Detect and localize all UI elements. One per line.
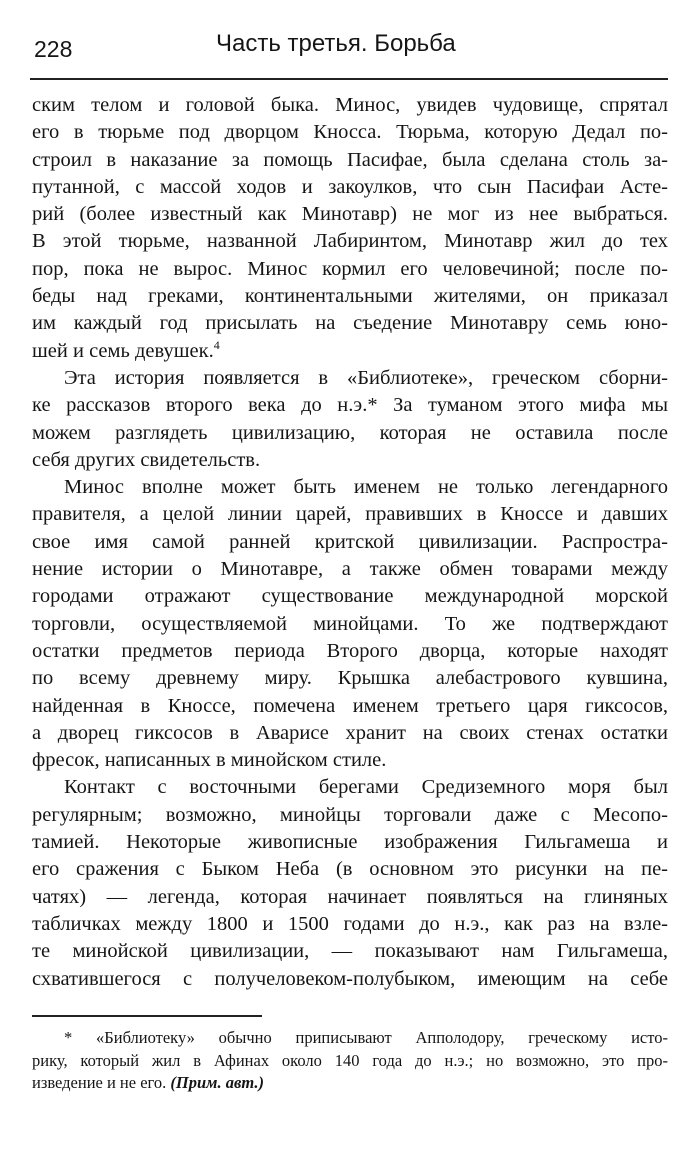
- text-line: строил в наказание за помощь Пасифае, была сделана столь за-: [32, 148, 668, 171]
- text-line: беды над греками, континентальными жителями, он приказал: [32, 285, 668, 308]
- text-line: нение истории о Минотавре, а также обмен товарами между: [32, 558, 668, 581]
- paragraph: [32, 92, 668, 365]
- paragraph: [32, 474, 668, 774]
- text-line: схватившегося с получеловеком-полубыком, имеющим на себе: [32, 967, 668, 990]
- text-line: правителя, а целой линии царей, правивших в Кноссе и давших: [32, 503, 668, 526]
- text-line: фресок, написанных в минойском стиле.: [32, 749, 387, 772]
- footnote-line: рику, который жил в Афинах около 140 года до н.э.; но возможно, это про-: [32, 1050, 668, 1070]
- text-line: путанной, с массой ходов и закоулков, что сын Пасифаи Асте-: [32, 175, 668, 198]
- text-line: [32, 338, 668, 365]
- text-line: Контакт с восточными берегами Средиземного моря был: [64, 776, 668, 799]
- text-line: табличках между 1800 и 1500 годами до н.э., как раз на взле-: [32, 912, 668, 935]
- text-line: ке рассказов второго века до н.э.* За туманом этого мифа мы: [32, 394, 668, 417]
- text-line: регулярным; возможно, минойцы торговали даже с Месопо-: [32, 803, 668, 826]
- text-line: те минойской цивилизации, — показывают нам Гильгамеша,: [32, 940, 668, 963]
- text-line: свое имя самой ранней критской цивилизации. Распростра-: [32, 530, 668, 553]
- text-line: тамией. Некоторые живописные изображения Гильгамеша и: [32, 831, 668, 854]
- page-number: 228: [34, 36, 73, 62]
- note-reference: 4: [213, 337, 220, 352]
- text-line: его в тюрьме под дворцом Кносса. Тюрьма, которую Дедал по-: [32, 121, 668, 144]
- page-header: [34, 30, 667, 70]
- footnote: [32, 1027, 668, 1095]
- text-line: а дворец гиксосов в Аварисе хранит на своих стенах остатки: [32, 721, 668, 744]
- header-rule: [30, 78, 668, 80]
- text-line: городами отражают существование международной морской: [32, 585, 668, 608]
- text-line: им каждый год присылать на съедение Минотавру семь юно-: [32, 312, 668, 335]
- body-text: [32, 92, 668, 993]
- author-note-label: (Прим. авт.): [170, 1073, 264, 1092]
- footnote-rule: [32, 1015, 262, 1017]
- text-line: остатки предметов периода Второго дворца, которые находят: [32, 639, 668, 662]
- paragraph: [32, 774, 668, 992]
- footnote-text: изведение и не его.: [32, 1073, 167, 1092]
- text-line: пор, пока не вырос. Минос кормил его человечиной; после по-: [32, 257, 668, 280]
- text-line: чатях) — легенда, которая начинает появляться на глиняных: [32, 885, 668, 908]
- text-line: ским телом и головой быка. Минос, увидев чудовище, спрятал: [32, 94, 668, 116]
- text-line: Эта история появляется в «Библиотеке», греческом сборни-: [64, 366, 668, 389]
- running-title: Часть третья. Борьба: [216, 30, 456, 57]
- text-line: его сражения с Быком Неба (в основном это рисунки на пе-: [32, 858, 668, 881]
- line-text: шей и семь девушек.: [32, 339, 214, 362]
- text-line: В этой тюрьме, названной Лабиринтом, Минотавр жил до тех: [32, 230, 668, 253]
- text-line: можем разглядеть цивилизацию, которая не оставила после: [32, 421, 668, 444]
- text-line: торговли, осуществляемой минойцами. То же подтверждают: [32, 612, 668, 635]
- footnote-line: [32, 1072, 668, 1095]
- text-line: Минос вполне может быть именем не только легендарного: [64, 476, 668, 499]
- footnote-line: * «Библиотеку» обычно приписывают Апполодору, греческому исто-: [64, 1028, 668, 1047]
- text-line: рий (более известный как Минотавр) не мог из нее выбраться.: [32, 203, 668, 226]
- text-line: найденная в Кноссе, помечена именем третьего царя гиксосов,: [32, 694, 668, 717]
- text-line: по всему древнему миру. Крышка алебастрового кувшина,: [32, 667, 668, 690]
- paragraph: [32, 365, 668, 474]
- text-line: себя других свидетельств.: [32, 448, 261, 471]
